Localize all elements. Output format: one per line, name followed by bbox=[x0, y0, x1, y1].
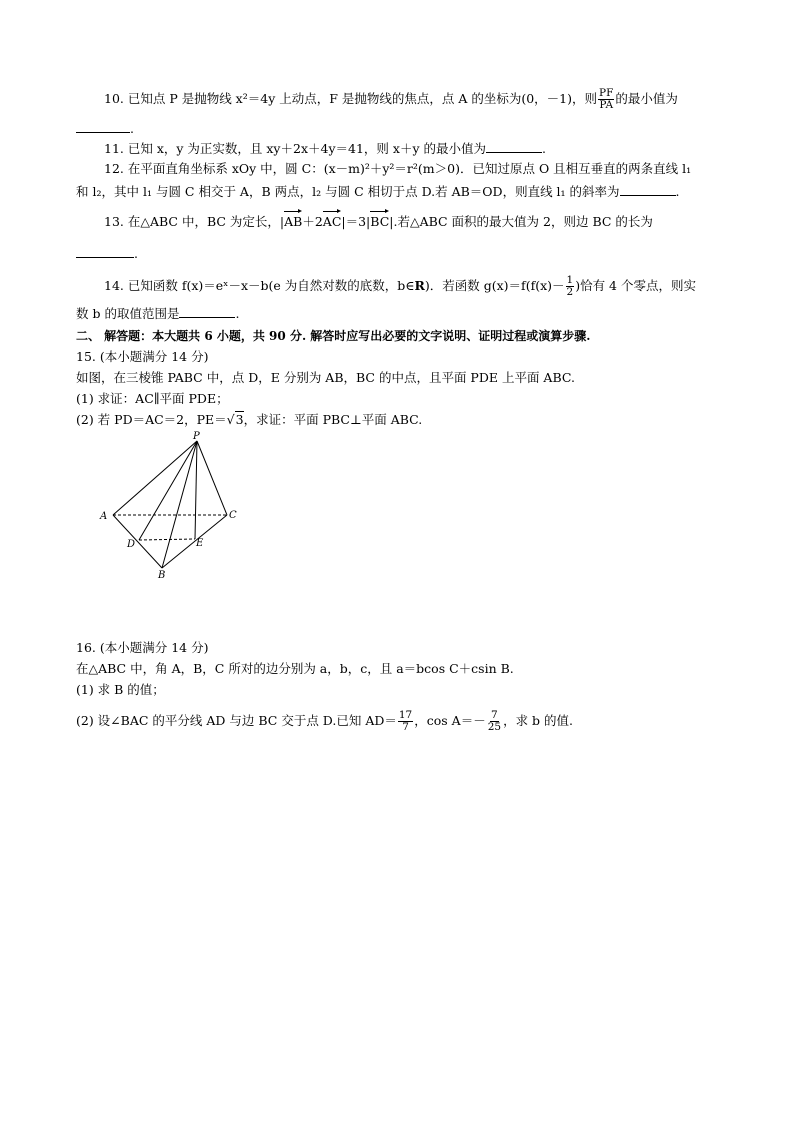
q13-text-b: |.若△ABC 面积的最大值为 2，则边 BC 的长为 bbox=[389, 214, 653, 229]
vector-bc: BC bbox=[370, 214, 390, 229]
q13-answer-blank[interactable] bbox=[76, 245, 134, 258]
q14-text-b: )．若函数 g(x)＝f(f(x)－ bbox=[424, 278, 565, 293]
q16-frac1-num: 17 bbox=[398, 709, 413, 721]
edge-pa bbox=[113, 441, 197, 515]
q14-end: . bbox=[235, 306, 240, 321]
label-e: E bbox=[196, 538, 204, 549]
q13-end: . bbox=[134, 246, 138, 261]
question-13-line-1 bbox=[104, 213, 728, 231]
q12-end: . bbox=[675, 184, 680, 199]
q14-frac-den: 2 bbox=[566, 286, 574, 298]
question-12-line-1 bbox=[104, 160, 728, 178]
edge-bc bbox=[162, 515, 227, 568]
question-16-stem: 在△ABC 中，角 A，B，C 所对的边分别为 a，b，c，且 a＝bcos C＋csin B. bbox=[76, 661, 514, 676]
question-15-heading: 15. (本小题满分 14 分) bbox=[76, 349, 209, 364]
label-p: P bbox=[193, 431, 200, 442]
q16-frac1-den: 7 bbox=[402, 721, 409, 733]
pyramid-figure bbox=[96, 428, 246, 580]
question-13-line-2 bbox=[76, 245, 726, 263]
q14-text-a: 14. 已知函数 f(x)＝eˣ－x－b(e 为自然对数的底数，b∈ bbox=[104, 278, 415, 293]
q10-answer-blank[interactable] bbox=[76, 120, 130, 133]
q10-text-b: 的最小值为 bbox=[615, 91, 678, 106]
label-b: B bbox=[158, 570, 166, 580]
edge-pc bbox=[197, 441, 227, 515]
question-14-line-1 bbox=[104, 275, 728, 298]
q16-fraction-cos bbox=[487, 710, 502, 733]
q14-frac-num: 1 bbox=[566, 274, 574, 286]
label-a: A bbox=[100, 511, 108, 522]
edge-pe bbox=[195, 441, 197, 539]
q11-text: 11. 已知 x，y 为正实数，且 xy＋2x＋4y＝41，则 x＋y 的最小值为 bbox=[104, 141, 486, 156]
q14-text-c: )恰有 4 个零点，则实 bbox=[575, 278, 696, 293]
q10-end: . bbox=[130, 121, 134, 136]
question-11 bbox=[104, 140, 728, 158]
real-numbers-symbol: R bbox=[414, 278, 425, 293]
q12-text-1: 12. 在平面直角坐标系 xOy 中，圆 C：(x－m)²＋y²＝r²(m＞0)．已知过原点 O 且相互垂直的两条直线 l₁ bbox=[104, 161, 692, 176]
edge-de-dashed bbox=[139, 539, 195, 540]
edge-pb bbox=[162, 441, 197, 568]
vector-ab: AB bbox=[284, 214, 303, 229]
q10-text-a: 10. 已知点 P 是抛物线 x²＝4y 上动点，F 是抛物线的焦点，点 A 的坐标为(0，－1)，则 bbox=[104, 91, 598, 106]
q13-plus: ＋2 bbox=[302, 214, 323, 229]
question-16-heading: 16. (本小题满分 14 分) bbox=[76, 640, 209, 655]
q16-part-2-text-a: (2) 设∠BAC 的平分线 AD 与边 BC 交于点 D.已知 AD＝ bbox=[76, 713, 397, 728]
question-10-line-1 bbox=[104, 88, 728, 111]
q16-part-2-text-c: ，求 b 的值. bbox=[503, 713, 574, 728]
section-2-heading bbox=[76, 327, 726, 345]
q16-fraction-ad bbox=[398, 710, 413, 733]
question-15-part-1: (1) 求证：AC∥平面 PDE； bbox=[76, 391, 229, 406]
edge-pd bbox=[139, 441, 197, 540]
q10-fraction bbox=[598, 88, 614, 111]
q13-text-a: 13. 在△ABC 中，BC 为定长，| bbox=[104, 214, 285, 229]
q12-text-2: 和 l₂，其中 l₁ 与圆 C 相交于 A，B 两点，l₂ 与圆 C 相切于点 D.若 AB＝OD，则直线 l₁ 的斜率为 bbox=[76, 184, 620, 199]
edge-ab bbox=[113, 515, 162, 568]
q16-frac2-num: 7 bbox=[491, 709, 498, 721]
label-d: D bbox=[127, 539, 136, 550]
q16-part-2-text-b: ，cos A＝－ bbox=[414, 713, 486, 728]
sqrt-symbol: √ bbox=[226, 412, 235, 427]
q15-part-2-text-a: (2) 若 PD＝AC＝2，PE＝ bbox=[76, 412, 227, 427]
label-c: C bbox=[229, 510, 237, 521]
q10-frac-den: PA bbox=[599, 99, 614, 111]
q13-equals: |＝3| bbox=[341, 214, 371, 229]
q14-answer-blank[interactable] bbox=[179, 305, 235, 318]
q12-answer-blank[interactable] bbox=[620, 183, 676, 196]
q14-text-2: 数 b 的取值范围是 bbox=[76, 306, 180, 321]
question-16-part-1: (1) 求 B 的值； bbox=[76, 682, 165, 697]
sqrt-radicand: 3 bbox=[235, 412, 244, 427]
section-2-text: 二、 解答题：本大题共 6 小题，共 90 分. 解答时应写出必要的文字说明、证明过程或演算步骤. bbox=[76, 329, 591, 343]
q16-frac2-den: 25 bbox=[487, 721, 502, 733]
q14-fraction bbox=[566, 275, 575, 298]
q15-part-2-text-b: ，求证：平面 PBC⊥平面 ABC. bbox=[243, 412, 423, 427]
question-12-line-2 bbox=[76, 183, 726, 201]
question-14-line-2 bbox=[76, 305, 726, 323]
question-16-part-2 bbox=[76, 710, 726, 733]
q11-answer-blank[interactable] bbox=[486, 140, 542, 153]
q10-frac-num: PF bbox=[599, 87, 614, 99]
q11-end: . bbox=[541, 141, 546, 156]
question-15-stem: 如图，在三棱锥 PABC 中，点 D，E 分别为 AB，BC 的中点，且平面 PDE 上平面 ABC. bbox=[76, 370, 575, 385]
question-15-part-2 bbox=[76, 411, 726, 429]
vector-ac: AC bbox=[322, 214, 342, 229]
question-10-line-2 bbox=[76, 120, 726, 138]
